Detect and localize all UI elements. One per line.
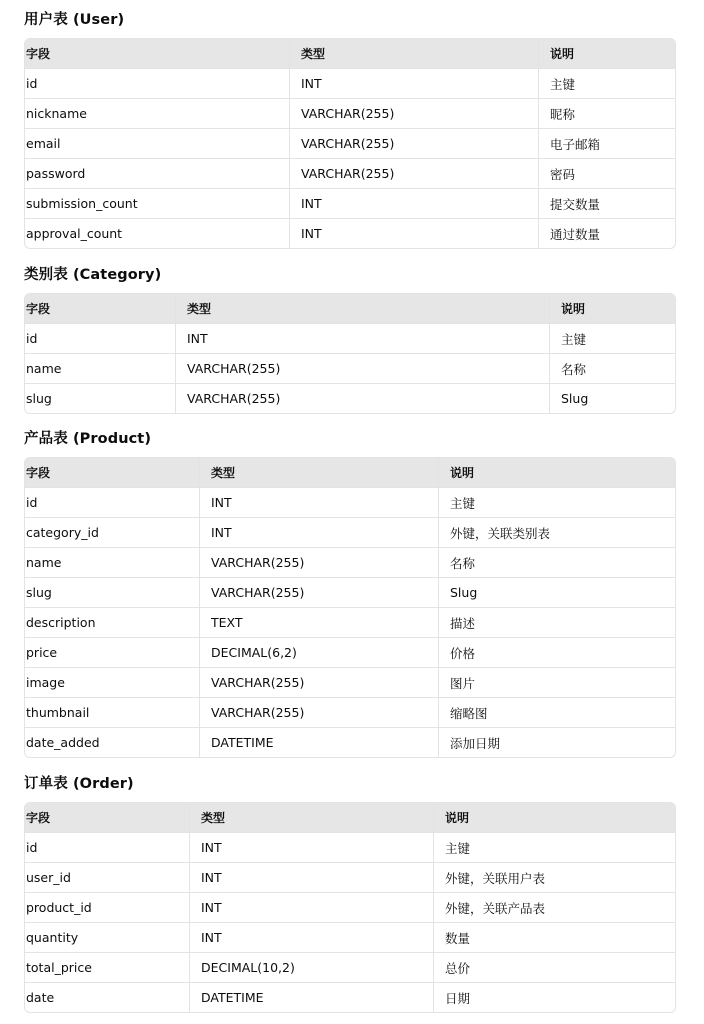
table-row [25,159,675,189]
description-cell: 昵称 [538,99,675,129]
column-header-type: 类型 [175,294,549,324]
type-cell: VARCHAR(255) [199,698,438,728]
field-cell: quantity [25,923,189,953]
type-cell: VARCHAR(255) [199,668,438,698]
field-cell: password [25,159,289,189]
table-row [25,548,675,578]
description-cell: 外键，关联用户表 [433,863,675,893]
description-cell: 主键 [433,833,675,863]
type-cell: VARCHAR(255) [175,384,549,413]
column-header-field: 字段 [25,803,189,833]
column-header-type: 类型 [289,39,538,69]
table-row [25,638,675,668]
field-cell: nickname [25,99,289,129]
table-header-row [25,294,675,324]
field-cell: approval_count [26,226,123,241]
order-table-title: 订单表 (Order) [24,776,134,792]
table-row [25,129,675,159]
description-cell: 图片 [438,668,675,698]
type-cell: DECIMAL(10,2) [189,953,433,983]
product-table [24,457,676,758]
user-table-title: 用户表 (User) [24,12,125,28]
column-header-description: 说明 [438,458,675,488]
table-header-row [25,803,675,833]
description-cell: 数量 [433,923,675,953]
table-row [25,488,675,518]
table-row [25,698,675,728]
description-cell: 总价 [433,953,675,983]
type-cell: INT [189,923,433,953]
description-cell: Slug [549,384,675,413]
description-cell: 通过数量 [538,219,675,248]
description-cell: 缩略图 [438,698,675,728]
description-cell: 日期 [433,983,675,1012]
description-cell: 主键 [438,488,675,518]
type-cell: INT [189,863,433,893]
type-cell: DATETIME [199,728,438,757]
table-row [25,354,675,384]
field-cell: date_added [26,735,100,750]
category-table [24,293,676,414]
column-header-description: 说明 [433,803,675,833]
table-row [25,189,675,219]
field-cell: id [25,488,199,518]
field-cell: category_id [25,518,199,548]
field-cell: product_id [25,893,189,923]
field-cell: total_price [25,953,189,983]
field-cell: image [25,668,199,698]
column-header-field: 字段 [25,294,175,324]
field-cell: id [25,324,175,354]
type-cell: INT [189,833,433,863]
table-row [25,608,675,638]
type-cell: TEXT [199,608,438,638]
table-row [25,219,675,248]
type-cell: DATETIME [189,983,433,1012]
description-cell: Slug [438,578,675,608]
field-cell: price [25,638,199,668]
field-cell: user_id [25,863,189,893]
column-header-description: 说明 [549,294,675,324]
description-cell: 电子邮箱 [538,129,675,159]
field-cell: id [25,69,289,99]
type-cell: VARCHAR(255) [289,159,538,189]
description-cell: 外键，关联产品表 [433,893,675,923]
description-cell: 外键，关联类别表 [438,518,675,548]
table-row [25,324,675,354]
user-table [24,38,676,249]
table-row [25,384,675,413]
table-row [25,893,675,923]
type-cell: VARCHAR(255) [289,99,538,129]
table-row [25,728,675,757]
order-table [24,802,676,1013]
type-cell: INT [199,518,438,548]
table-row [25,518,675,548]
type-cell: INT [175,324,549,354]
table-row [25,668,675,698]
column-header-type: 类型 [189,803,433,833]
field-cell: submission_count [25,189,289,219]
description-cell: 密码 [538,159,675,189]
table-row [25,69,675,99]
description-cell: 添加日期 [438,728,675,757]
field-cell: email [25,129,289,159]
type-cell: DECIMAL(6,2) [199,638,438,668]
type-cell: INT [189,893,433,923]
field-cell: thumbnail [25,698,199,728]
description-cell: 名称 [549,354,675,384]
description-cell: 价格 [438,638,675,668]
column-header-field: 字段 [25,39,289,69]
user-table-section [24,9,676,249]
table-row [25,578,675,608]
type-cell: INT [289,69,538,99]
column-header-type: 类型 [199,458,438,488]
type-cell: VARCHAR(255) [199,548,438,578]
field-cell: slug [25,578,199,608]
type-cell: VARCHAR(255) [199,578,438,608]
table-row [25,833,675,863]
type-cell: INT [289,219,538,248]
field-cell: name [25,354,175,384]
description-cell: 主键 [549,324,675,354]
column-header-description: 说明 [538,39,675,69]
table-header-row [25,458,675,488]
type-cell: INT [289,189,538,219]
table-row [25,863,675,893]
order-table-section [24,773,676,1013]
category-table-section [24,264,676,414]
category-table-title: 类别表 (Category) [24,267,162,283]
type-cell: VARCHAR(255) [289,129,538,159]
description-cell: 描述 [438,608,675,638]
field-cell: name [25,548,199,578]
description-cell: 提交数量 [538,189,675,219]
field-cell: id [25,833,189,863]
table-row [25,923,675,953]
table-row [25,983,675,1012]
type-cell: INT [199,488,438,518]
description-cell: 主键 [538,69,675,99]
product-table-section [24,428,676,758]
description-cell: 名称 [438,548,675,578]
field-cell: date [26,990,55,1005]
field-cell: description [25,608,199,638]
product-table-title: 产品表 (Product) [24,431,152,447]
field-cell: slug [26,391,52,406]
table-row [25,953,675,983]
table-header-row [25,39,675,69]
type-cell: VARCHAR(255) [175,354,549,384]
table-row [25,99,675,129]
column-header-field: 字段 [25,458,199,488]
